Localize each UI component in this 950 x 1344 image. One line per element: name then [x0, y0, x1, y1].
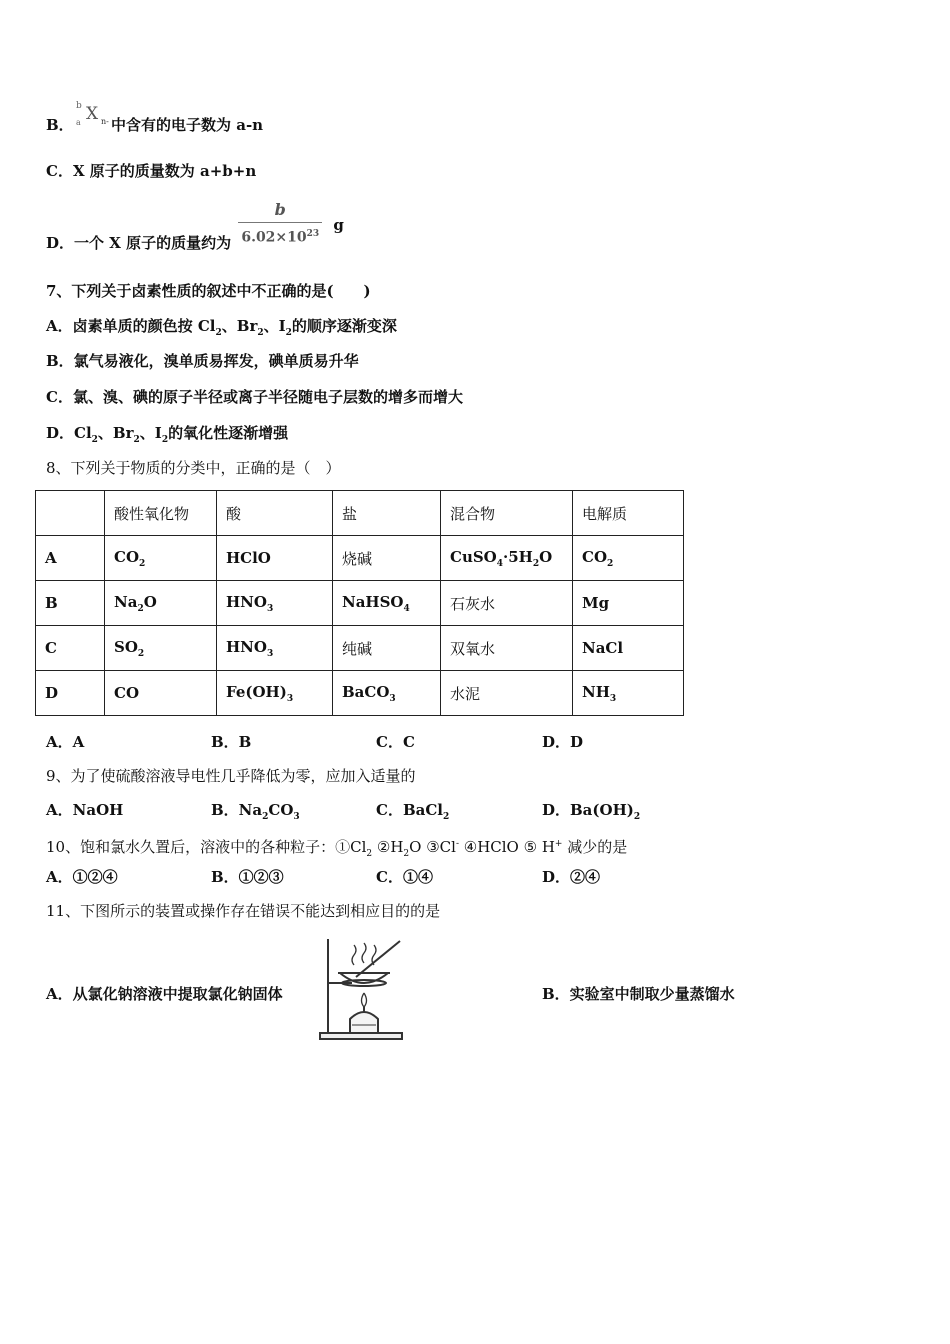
q6-option-b: B． [46, 116, 74, 134]
q9-option-a: A．NaOH [46, 801, 124, 819]
table-header-cell: 盐 [333, 491, 441, 536]
table-cell: 双氧水 [441, 626, 573, 671]
table-cell: BaCO$_3$ [333, 671, 441, 716]
table-row [36, 626, 684, 671]
table-cell: 烧碱 [333, 536, 441, 581]
q8-option-c: C．C [376, 733, 415, 751]
table-header-row [36, 491, 684, 536]
mass-fraction: $\frac{b}{6.02\times 10^{23}}$ [238, 200, 322, 248]
table-cell: $CO_2$ [105, 536, 217, 581]
table-cell: $HNO_3$ [217, 581, 333, 626]
q6-option-b-text: 中含有的电子数为 a-n [111, 116, 264, 134]
q9-stem: 9、为了使硫酸溶液导电性几乎降低为零，应加入适量的 [46, 767, 416, 785]
evaporation-apparatus-image [318, 935, 406, 1043]
atomic-number-sub: a [76, 118, 81, 127]
q11-option-a: A．从氯化钠溶液中提取氯化钠固体 [46, 985, 283, 1003]
table-cell: B [36, 581, 105, 626]
q7-option-c: C．氯、溴、碘的原子半径或离子半径随电子层数的增多而增大 [46, 388, 463, 406]
q7-option-b: B．氯气易液化，溴单质易挥发，碘单质易升华 [46, 352, 359, 370]
q6-option-d: D．一个 X 原子的质量约为 $\frac{b}{6.02\times 10^{23}}$ g [46, 200, 344, 252]
table-cell: D [36, 671, 105, 716]
ion-charge: n- [101, 117, 109, 126]
q10-option-a: A．①②④ [46, 868, 118, 886]
q10-option-b: B．①②③ [211, 868, 284, 886]
table-cell: NaCl [573, 626, 684, 671]
element-symbol: X [86, 104, 99, 124]
q9-option-c: C．BaCl$_2$ [376, 801, 450, 822]
table-cell: $NH_3$ [573, 671, 684, 716]
table-header-cell: 酸 [217, 491, 333, 536]
q8-option-d: D．D [542, 733, 584, 751]
table-header-cell: 酸性氧化物 [105, 491, 217, 536]
table-cell: $CuSO_4\cdot 5H_2O$ [441, 536, 573, 581]
q8-option-a: A．A [46, 733, 85, 751]
classification-table [35, 490, 684, 716]
q9-option-d: D．$Ba(OH)_2$ [542, 801, 641, 822]
q9-option-b: B．$Na_2CO_3$ [211, 801, 300, 822]
table-cell: $CO_2$ [573, 536, 684, 581]
table-cell: 水泥 [441, 671, 573, 716]
q10-option-d: D．②④ [542, 868, 601, 886]
q10-stem: 10、饱和氯水久置后，溶液中的各种粒子：$①Cl_2$ $②H_2O$ ③Cl- ④HClO ⑤ H+ 减少的是 [46, 838, 628, 859]
q7-stem: 7、下列关于卤素性质的叙述中不正确的是( ) [46, 282, 371, 300]
q8-stem: 8、下列关于物质的分类中，正确的是（ ） [46, 459, 341, 477]
table-cell: $Fe(OH)_3$ [217, 671, 333, 716]
table-cell: A [36, 536, 105, 581]
table-header-cell: 混合物 [441, 491, 573, 536]
table-cell: C [36, 626, 105, 671]
table-cell: CO [105, 671, 217, 716]
table-row [36, 536, 684, 581]
mass-number-sup: b [76, 101, 82, 111]
table-row [36, 581, 684, 626]
q8-option-b: B．B [211, 733, 252, 751]
q11-option-b: B．实验室中制取少量蒸馏水 [542, 985, 735, 1003]
table-cell: 石灰水 [441, 581, 573, 626]
table-row [36, 671, 684, 716]
q7-option-d: D．$Cl_2$、$Br_2$、$I_2$的氧化性逐渐增强 [46, 424, 289, 445]
table-cell: NaHSO$_4$ [333, 581, 441, 626]
table-cell: Mg [573, 581, 684, 626]
q11-stem: 11、下图所示的装置或操作存在错误不能达到相应目的的是 [46, 902, 441, 920]
table-header-cell: 电解质 [573, 491, 684, 536]
q6-option-c: C．X 原子的质量数为 a+b+n [46, 162, 257, 180]
table-cell: HClO [217, 536, 333, 581]
table-header-cell [36, 491, 105, 536]
table-cell: $SO_2$ [105, 626, 217, 671]
q7-option-a: A．卤素单质的颜色按 $Cl_2$、$Br_2$、$I_2$的顺序逐渐变深 [46, 317, 397, 338]
table-cell: $Na_2O$ [105, 581, 217, 626]
table-cell: 纯碱 [333, 626, 441, 671]
q10-option-c: C．①④ [376, 868, 433, 886]
table-cell: $HNO_3$ [217, 626, 333, 671]
